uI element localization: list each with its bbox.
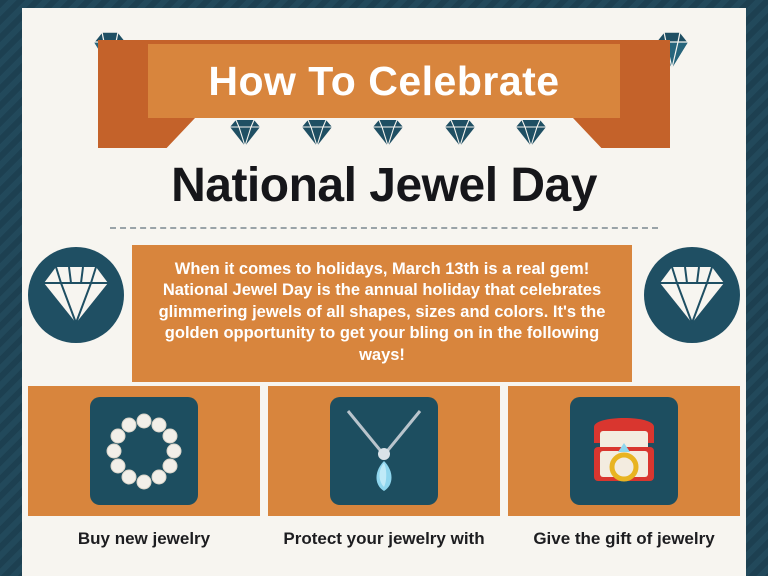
- tip-card[interactable]: [28, 386, 260, 576]
- banner-diamond-row: [228, 118, 548, 148]
- pendant-necklace-icon: [330, 397, 438, 505]
- tip-card[interactable]: [508, 386, 740, 576]
- diamond-icon: [514, 118, 548, 148]
- tip-card-caption-text: Give the gift of jewelry: [533, 529, 715, 548]
- diamond-icon: [371, 118, 405, 148]
- diamond-icon: [443, 118, 477, 148]
- intro-paragraph: When it comes to holidays, March 13th is a real gem! National Jewel Day is the annual holiday that celebrates glimmering jewels of all shapes, sizes and colors. It's the golden opportunity to get your bling on in the following ways!: [158, 260, 606, 364]
- banner-section: [22, 8, 746, 156]
- tip-card-thumb-area: [508, 386, 740, 516]
- tips-card-row: [22, 386, 746, 576]
- ring-box-icon: [570, 397, 678, 505]
- gem-badge-icon: [644, 247, 740, 343]
- intro-text-box: [132, 245, 632, 382]
- banner-ribbon-front: [148, 44, 620, 118]
- tip-card-thumb-area: [28, 386, 260, 516]
- gem-badge-icon: [28, 247, 124, 343]
- diamond-icon: [300, 118, 334, 148]
- diamond-icon: [228, 118, 262, 148]
- tip-card-caption: [28, 516, 260, 576]
- tip-card-thumb-area: [268, 386, 500, 516]
- pearl-necklace-icon: [90, 397, 198, 505]
- tip-card-caption: [508, 516, 740, 576]
- tip-card-caption: [268, 516, 500, 576]
- banner-title: How To Celebrate: [208, 57, 560, 104]
- page-title: National Jewel Day: [171, 159, 597, 212]
- tip-card-caption-text: Protect your jewelry with: [283, 529, 485, 548]
- poster-page: [22, 8, 746, 576]
- tip-card-caption-text: Buy new jewelry: [77, 529, 211, 548]
- intro-section: [22, 229, 746, 379]
- tip-card[interactable]: [268, 386, 500, 576]
